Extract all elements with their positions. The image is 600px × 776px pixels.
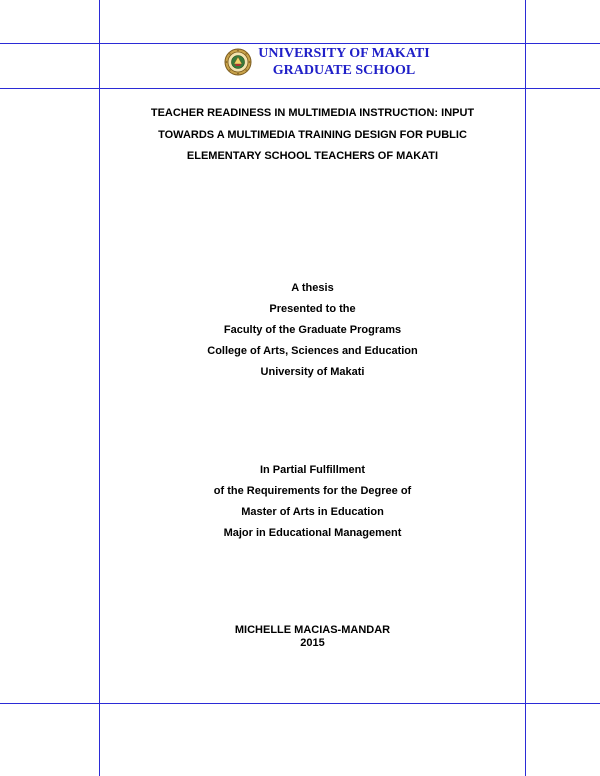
bottom-border-line (0, 703, 600, 704)
thesis-title (100, 103, 525, 168)
thesis-presentation-block (100, 278, 525, 383)
university-header (0, 44, 600, 84)
fulfillment-line: of the Requirements for the Degree of (213, 485, 412, 497)
title-line: TOWARDS A MULTIMEDIA TRAINING DESIGN FOR PUBLIC (158, 128, 467, 141)
fulfillment-line: Master of Arts in Education (241, 506, 384, 518)
author-block (100, 624, 525, 650)
title-line: TEACHER READINESS IN MULTIMEDIA INSTRUCTION: INPUT (150, 107, 475, 119)
university-name-block (254, 45, 434, 79)
university-seal-icon (224, 48, 252, 76)
presentation-line: A thesis (291, 282, 334, 294)
fulfillment-line: In Partial Fulfillment (259, 464, 366, 476)
fulfillment-block (100, 460, 525, 544)
submission-year: 2015 (300, 637, 325, 649)
right-border-line (525, 0, 526, 776)
university-name: UNIVERSITY OF MAKATI (258, 46, 430, 61)
presentation-line: College of Arts, Sciences and Education (207, 345, 418, 357)
presentation-line: Presented to the (269, 303, 356, 315)
graduate-school-name: GRADUATE SCHOOL (272, 63, 416, 78)
author-name: MICHELLE MACIAS-MANDAR (234, 624, 391, 636)
presentation-line: University of Makati (260, 366, 365, 378)
title-line: ELEMENTARY SCHOOL TEACHERS OF MAKATI (186, 150, 439, 162)
fulfillment-line: Major in Educational Management (223, 527, 402, 539)
header-bottom-line (0, 88, 600, 89)
presentation-line: Faculty of the Graduate Programs (223, 324, 402, 336)
